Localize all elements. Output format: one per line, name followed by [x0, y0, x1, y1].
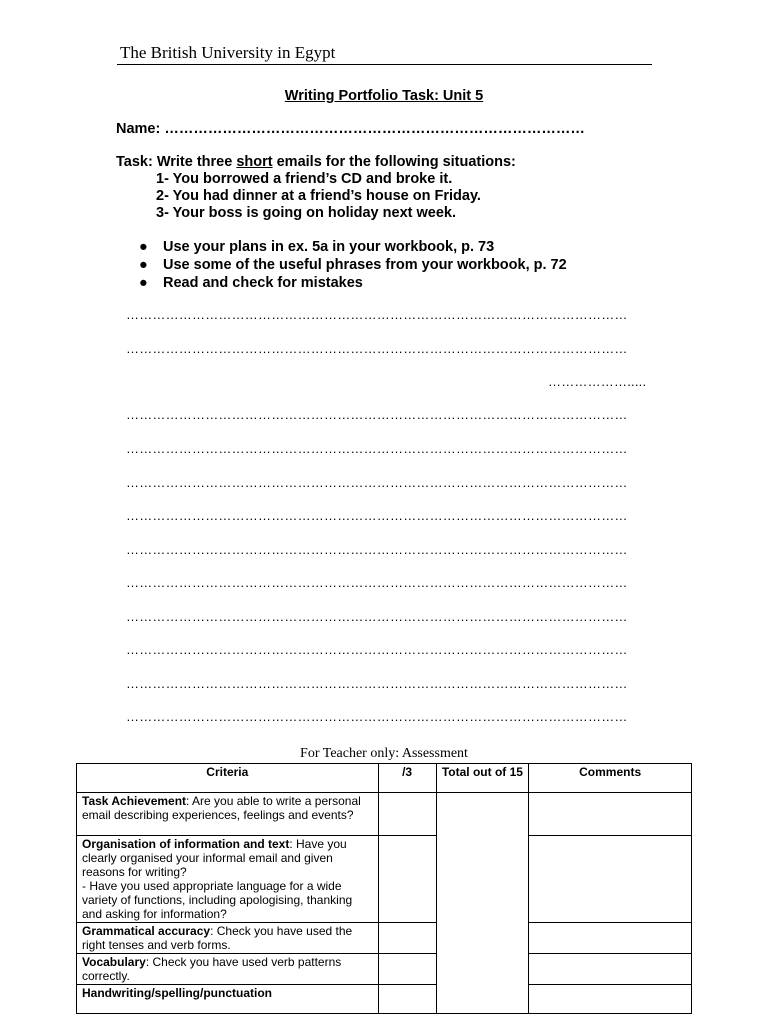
task-suffix: emails for the following situations:	[272, 154, 516, 170]
criteria-header: Criteria	[77, 764, 379, 793]
criteria-text: : Check you have used the right tenses and verb forms.	[82, 924, 353, 952]
institution-name: The British University in Egypt	[120, 43, 336, 62]
criteria-cell	[77, 793, 379, 836]
instruction-3	[139, 275, 363, 291]
comments-header: Comments	[529, 764, 692, 793]
writing-line-short: ……………….....	[548, 374, 647, 389]
writing-line: ……………………………………………………………………………………………………	[126, 575, 628, 590]
comments-cell	[529, 836, 692, 923]
writing-line: ……………………………………………………………………………………………………	[126, 709, 628, 724]
criteria-label: Grammatical accuracy	[82, 924, 211, 938]
score-cell	[378, 985, 436, 1014]
name-field: Name: ……………………………………………………………………………	[116, 121, 585, 137]
writing-line: ……………………………………………………………………………………………………	[126, 508, 628, 523]
assessment-caption: For Teacher only: Assessment	[300, 746, 468, 761]
instruction-text: Use some of the useful phrases from your workbook, p. 72	[163, 257, 567, 273]
writing-line: ……………………………………………………………………………………………………	[126, 441, 628, 456]
criteria-cell	[77, 923, 379, 954]
bullet-icon: ●	[139, 239, 148, 255]
page-title: Writing Portfolio Task: Unit 5	[284, 88, 484, 104]
criteria-cell	[77, 836, 379, 923]
writing-line: ……………………………………………………………………………………………………	[126, 642, 628, 657]
bullet-icon: ●	[139, 275, 148, 291]
situation-2: 2- You had dinner at a friend’s house on Friday.	[156, 188, 481, 204]
criteria-label: Task Achievement	[82, 794, 187, 808]
score-header: /3	[378, 764, 436, 793]
task-prefix: Task: Write three	[116, 154, 237, 170]
writing-line: ……………………………………………………………………………………………………	[126, 475, 628, 490]
criteria-extra: - Have you used appropriate language for a wide variety of functions, including apologising, thanking and asking for information?	[82, 879, 353, 921]
writing-line: ……………………………………………………………………………………………………	[126, 307, 628, 322]
score-cell	[378, 836, 436, 923]
writing-line: ……………………………………………………………………………………………………	[126, 407, 628, 422]
task-statement	[116, 154, 516, 170]
criteria-text: : Are you able to write a personal email describing experiences, feelings and events?	[82, 794, 361, 822]
score-cell	[378, 954, 436, 985]
criteria-text: : Have you clearly organised your informal email and given reasons for writing?	[82, 837, 347, 879]
writing-line: ……………………………………………………………………………………………………	[126, 609, 628, 624]
instruction-text: Use your plans in ex. 5a in your workbook, p. 73	[163, 239, 495, 255]
score-cell	[378, 923, 436, 954]
criteria-label: Handwriting/spelling/punctuation	[82, 986, 272, 1000]
table-row	[77, 836, 692, 923]
comments-cell	[529, 793, 692, 836]
criteria-cell	[77, 985, 379, 1014]
situation-1: 1- You borrowed a friend’s CD and broke it.	[156, 171, 453, 187]
instruction-2	[139, 257, 567, 273]
table-row	[77, 954, 692, 985]
writing-line: ……………………………………………………………………………………………………	[126, 341, 628, 356]
table-header-row	[77, 764, 692, 793]
document-header	[117, 42, 652, 65]
score-cell	[378, 793, 436, 836]
situation-3: 3- Your boss is going on holiday next week.	[156, 205, 456, 221]
instruction-1	[139, 239, 494, 255]
assessment-table	[76, 763, 692, 1014]
criteria-label: Vocabulary	[82, 955, 146, 969]
table-row	[77, 985, 692, 1014]
bullet-icon: ●	[139, 257, 148, 273]
criteria-label: Organisation of information and text	[82, 837, 290, 851]
comments-cell	[529, 923, 692, 954]
comments-cell	[529, 954, 692, 985]
table-row	[77, 793, 692, 836]
criteria-cell	[77, 954, 379, 985]
task-emphasis: short	[236, 154, 273, 170]
total-cell	[436, 793, 529, 1014]
table-row	[77, 923, 692, 954]
comments-cell	[529, 985, 692, 1014]
total-header: Total out of 15	[436, 764, 529, 793]
instruction-text: Read and check for mistakes	[163, 275, 363, 291]
writing-line: ……………………………………………………………………………………………………	[126, 676, 628, 691]
writing-line: ……………………………………………………………………………………………………	[126, 542, 628, 557]
criteria-text: : Check you have used verb patterns correctly.	[82, 955, 342, 983]
